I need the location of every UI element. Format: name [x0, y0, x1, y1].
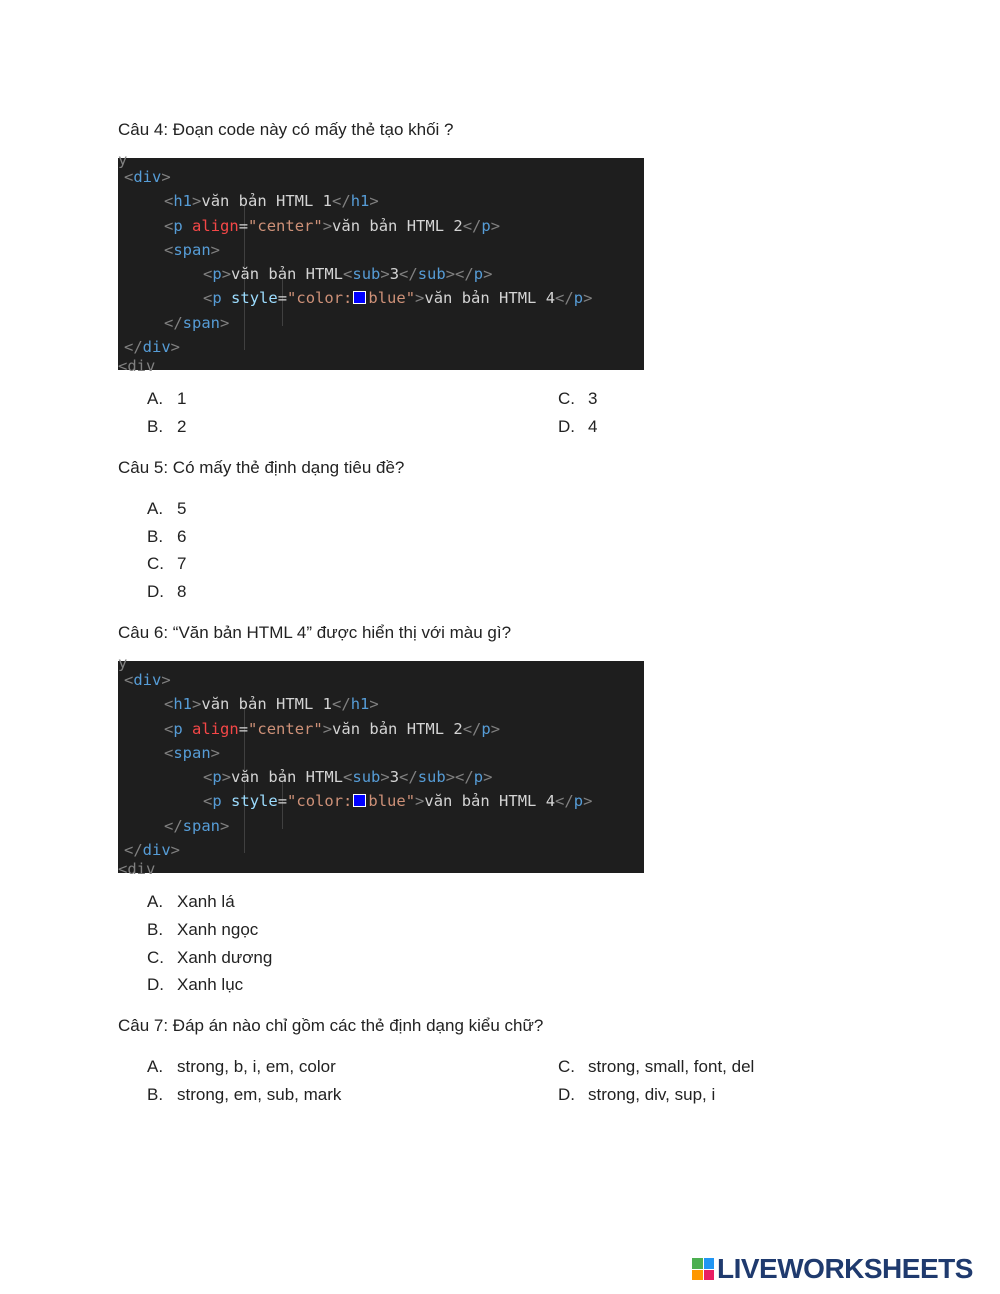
- question-5-text: Câu 5: Có mấy thẻ định dạng tiêu đề?: [118, 458, 405, 477]
- q6-option-a[interactable]: A. Xanh lá: [147, 892, 235, 911]
- code-line-7: </span>: [164, 817, 230, 835]
- q7-option-c[interactable]: C. strong, small, font, del: [558, 1057, 755, 1076]
- code-line-2: <h1>văn bản HTML 1</h1>: [164, 192, 379, 210]
- q6-option-b[interactable]: B. Xanh ngọc: [147, 920, 259, 939]
- code-line-1: <div>: [124, 168, 171, 186]
- code-scroll-remnant: y: [118, 654, 128, 672]
- q4-option-a[interactable]: A. 1: [147, 389, 187, 408]
- q7-option-a[interactable]: A. strong, b, i, em, color: [147, 1057, 336, 1076]
- q5-option-c[interactable]: C. 7: [147, 554, 187, 573]
- code-line-6: <p style="color: blue">văn bản HTML 4</p>: [203, 289, 593, 307]
- question-4-text: Câu 4: Đoạn code này có mấy thẻ tạo khối ?: [118, 120, 454, 139]
- q5-option-d[interactable]: D. 8: [147, 582, 187, 601]
- code-scroll-remnant: <div: [118, 860, 156, 878]
- code-line-8: </div>: [124, 338, 181, 356]
- q4-option-b[interactable]: B. 2: [147, 417, 187, 436]
- code-line-6: <p style="color: blue">văn bản HTML 4</p>: [203, 792, 593, 810]
- question-6-text: Câu 6: “Văn bản HTML 4” được hiển thị với màu gì?: [118, 623, 512, 642]
- liveworksheets-logo-icon: [692, 1258, 714, 1280]
- code-scroll-remnant: <div: [118, 357, 156, 375]
- q5-option-a[interactable]: A. 5: [147, 499, 187, 518]
- color-swatch-icon: [353, 794, 366, 807]
- code-line-4: <span>: [164, 241, 221, 259]
- code-line-5: <p>văn bản HTML<sub>3</sub></p>: [203, 265, 493, 283]
- code-line-8: </div>: [124, 841, 181, 859]
- liveworksheets-wordmark: LIVEWORKSHEETS: [717, 1253, 973, 1284]
- code-scroll-remnant: y: [118, 151, 128, 169]
- color-swatch-icon: [353, 291, 366, 304]
- q4-option-d[interactable]: D. 4: [558, 417, 598, 436]
- q7-option-d[interactable]: D. strong, div, sup, i: [558, 1085, 716, 1104]
- liveworksheets-logo: [692, 1255, 973, 1283]
- q6-option-c[interactable]: C. Xanh dương: [147, 948, 273, 967]
- q5-option-b[interactable]: B. 6: [147, 527, 187, 546]
- question-7-text: Câu 7: Đáp án nào chỉ gồm các thẻ định dạng kiểu chữ?: [118, 1016, 544, 1035]
- code-line-3: <p align="center">văn bản HTML 2</p>: [164, 217, 501, 235]
- code-line-5: <p>văn bản HTML<sub>3</sub></p>: [203, 768, 493, 786]
- q4-option-c[interactable]: C. 3: [558, 389, 598, 408]
- q7-option-b[interactable]: B. strong, em, sub, mark: [147, 1085, 342, 1104]
- q6-option-d[interactable]: D. Xanh lục: [147, 975, 244, 994]
- code-snippet-q6: [118, 654, 644, 878]
- code-line-4: <span>: [164, 744, 221, 762]
- code-line-3: <p align="center">văn bản HTML 2</p>: [164, 720, 501, 738]
- code-line-7: </span>: [164, 314, 230, 332]
- code-line-2: <h1>văn bản HTML 1</h1>: [164, 695, 379, 713]
- code-line-1: <div>: [124, 671, 171, 689]
- code-snippet-q4: [118, 151, 644, 375]
